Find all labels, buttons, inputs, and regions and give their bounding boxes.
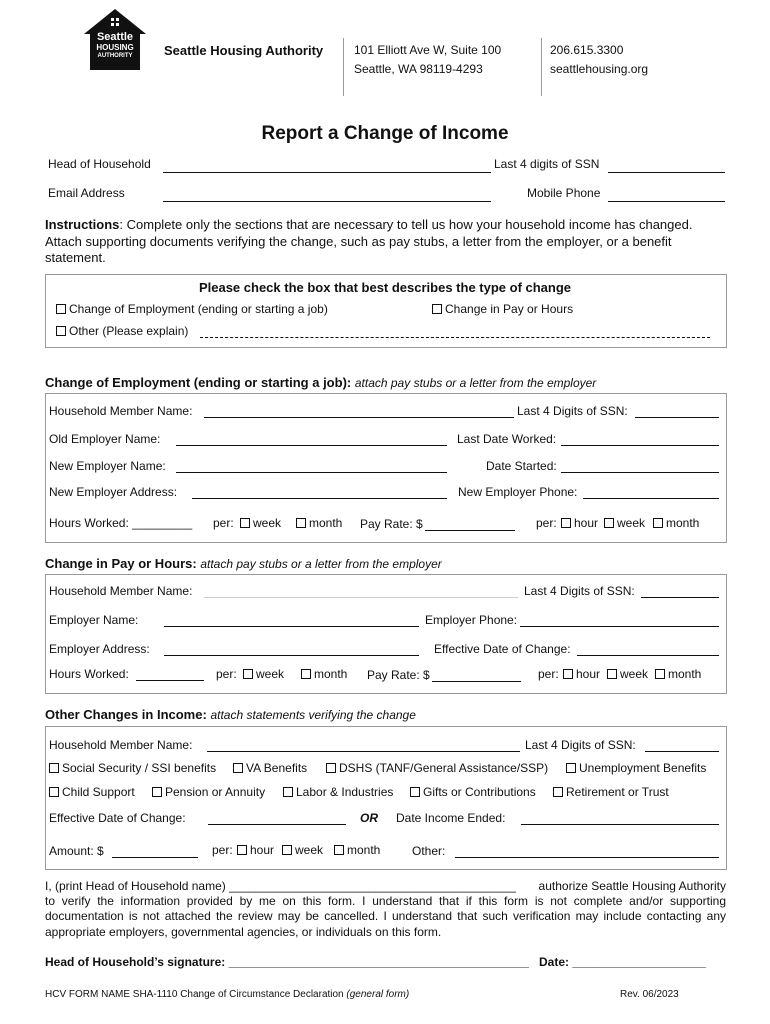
option-label: DSHS (TANF/General Assistance/SSP) <box>339 761 549 775</box>
mobile-field[interactable] <box>608 201 725 202</box>
pay-employer-address-field[interactable] <box>164 655 419 656</box>
checkbox-icon[interactable] <box>49 763 59 773</box>
checkbox-icon[interactable] <box>655 669 665 679</box>
emp-member-name-field[interactable] <box>204 417 514 418</box>
date-started-label: Date Started: <box>486 459 557 473</box>
option-label: month <box>309 516 343 530</box>
other-other-label: Other: <box>412 844 446 858</box>
checkbox-icon[interactable] <box>607 669 617 679</box>
pay-hour-option[interactable] <box>563 667 600 681</box>
option-label: month <box>666 516 700 530</box>
emp-member-name-label: Household Member Name: <box>49 404 193 418</box>
checkbox-icon[interactable] <box>283 787 293 797</box>
option-label: Retirement or Trust <box>566 785 669 799</box>
old-employer-label: Old Employer Name: <box>49 432 161 446</box>
opt-retirement[interactable] <box>553 785 669 799</box>
pay-employer-phone-field[interactable] <box>520 626 719 627</box>
checkbox-icon[interactable] <box>301 669 311 679</box>
new-phone-field[interactable] <box>583 498 719 499</box>
employment-title: Change of Employment (ending or starting a job): <box>45 375 352 390</box>
other-subtitle: attach statements verifying the change <box>210 708 416 722</box>
cert-line1-b: authorize Seattle Housing Authority <box>538 879 726 893</box>
cert-line2: to verify the information provided by me on this form. I understand that if this form is not complete and/or supporting <box>45 894 726 909</box>
old-employer-field[interactable] <box>176 445 447 446</box>
cert-line3: documentation is not attached the review may be cancelled. I understand that such verification may include contacting any <box>45 909 726 924</box>
email-label: Email Address <box>48 186 125 200</box>
emp-pay-rate-field[interactable] <box>425 530 515 531</box>
emp-hour-option[interactable] <box>561 516 598 530</box>
other-member-name-label: Household Member Name: <box>49 738 193 752</box>
opt-pension[interactable] <box>152 785 265 799</box>
checkbox-icon[interactable] <box>432 304 442 314</box>
cert-line4: appropriate employers, governmental agencies, or individuals on this form. <box>45 924 442 939</box>
amount-field[interactable] <box>112 857 198 858</box>
option-label: month <box>668 667 702 681</box>
pay-section-title <box>45 556 442 571</box>
logo-text-authority: AUTHORITY <box>97 53 133 59</box>
other-other-field[interactable] <box>455 857 719 858</box>
emp-per2-label: per: <box>536 516 557 530</box>
checkbox-icon[interactable] <box>152 787 162 797</box>
pay-effective-date-label: Effective Date of Change: <box>434 642 571 656</box>
other-explain-field[interactable] <box>200 337 710 338</box>
opt-labor-industries[interactable] <box>283 785 393 799</box>
pay-rate-label: Pay Rate: $ <box>367 668 430 682</box>
checkbox-icon[interactable] <box>243 669 253 679</box>
instructions-label: Instructions <box>45 217 120 232</box>
pay-hours-worked-label: Hours Worked: <box>49 667 129 681</box>
change-type-heading: Please check the box that best describes the type of change <box>198 280 572 295</box>
option-label: VA Benefits <box>246 761 308 775</box>
org-name: Seattle Housing Authority <box>164 43 324 58</box>
date-ended-label: Date Income Ended: <box>396 811 506 825</box>
emp-pay-rate-label: Pay Rate: $ <box>360 517 423 531</box>
option-label: Pension or Annuity <box>165 785 266 799</box>
option-label: week <box>617 516 646 530</box>
checkbox-icon[interactable] <box>410 787 420 797</box>
other-month-option[interactable] <box>334 843 380 857</box>
signature-date[interactable]: Date: ____________________ <box>539 955 706 969</box>
other-section-title <box>45 707 416 722</box>
option-label: Change in Pay or Hours <box>445 302 574 316</box>
checkbox-icon[interactable] <box>282 845 292 855</box>
checkbox-icon[interactable] <box>296 518 306 528</box>
other-week-option[interactable] <box>282 843 323 857</box>
pay-ssn-field[interactable] <box>641 597 719 598</box>
new-employer-field[interactable] <box>176 472 447 473</box>
option-label: month <box>347 843 381 857</box>
other-member-name-field[interactable] <box>207 751 520 752</box>
form-name-italic: (general form) <box>346 989 410 1000</box>
date-ended-field[interactable] <box>521 824 719 825</box>
opt-social-security[interactable] <box>49 761 216 775</box>
email-field[interactable] <box>163 201 491 202</box>
checkbox-icon[interactable] <box>49 787 59 797</box>
pay-employer-name-field[interactable] <box>164 626 419 627</box>
other-ssn-field[interactable] <box>645 751 719 752</box>
emp-ssn-label: Last 4 Digits of SSN: <box>517 404 628 418</box>
new-phone-label: New Employer Phone: <box>458 485 578 499</box>
amount-label: Amount: $ <box>49 844 104 858</box>
footer-revision: Rev. 06/2023 <box>620 989 679 1000</box>
new-address-field[interactable] <box>192 498 447 499</box>
pay-rate-field[interactable] <box>432 681 521 682</box>
other-effective-date-label: Effective Date of Change: <box>49 811 186 825</box>
pay-subtitle: attach pay stubs or a letter from the employer <box>200 557 442 571</box>
pay-month2-option[interactable] <box>655 667 701 681</box>
option-change-employment[interactable] <box>56 302 328 316</box>
ssn-label: Last 4 digits of SSN <box>494 157 600 171</box>
option-change-pay[interactable] <box>432 302 573 316</box>
phone-number: 206.615.3300 <box>550 43 624 57</box>
logo-text-seattle: Seattle <box>96 31 134 43</box>
head-of-household-label: Head of Household <box>48 157 151 171</box>
employment-section-title <box>45 375 596 390</box>
sha-logo <box>80 6 150 72</box>
option-label: month <box>314 667 348 681</box>
pay-week2-option[interactable] <box>607 667 648 681</box>
form-name: HCV FORM NAME SHA-1110 Change of Circumstance Declaration <box>45 989 344 1000</box>
other-ssn-label: Last 4 Digits of SSN: <box>525 738 636 752</box>
pay-effective-date-field[interactable] <box>577 655 719 656</box>
footer-form-name <box>45 989 409 1000</box>
option-label: week <box>620 667 649 681</box>
checkbox-icon[interactable] <box>240 518 250 528</box>
option-label: Labor & Industries <box>296 785 394 799</box>
option-label: hour <box>250 843 275 857</box>
emp-month2-option[interactable] <box>653 516 699 530</box>
checkbox-icon[interactable] <box>653 518 663 528</box>
certification <box>45 879 726 940</box>
instructions <box>45 217 727 267</box>
new-employer-label: New Employer Name: <box>49 459 166 473</box>
checkbox-icon[interactable] <box>237 845 247 855</box>
ssn-field[interactable] <box>608 172 725 173</box>
option-label: Unemployment Benefits <box>579 761 707 775</box>
website: seattlehousing.org <box>550 62 649 76</box>
option-label: Other (Please explain) <box>69 324 189 338</box>
option-label: week <box>295 843 324 857</box>
header-divider-2 <box>541 38 542 96</box>
checkbox-icon[interactable] <box>334 845 344 855</box>
pay-week-option[interactable] <box>243 667 284 681</box>
option-other[interactable] <box>56 324 188 338</box>
other-per-label: per: <box>212 843 233 857</box>
pay-employer-address-label: Employer Address: <box>49 642 150 656</box>
checkbox-icon[interactable] <box>233 763 243 773</box>
option-label: Change of Employment (ending or starting a job) <box>69 302 328 316</box>
emp-hours-worked[interactable]: Hours Worked: _________ <box>49 516 193 530</box>
date-started-field[interactable] <box>561 472 719 473</box>
opt-child-support[interactable] <box>49 785 135 799</box>
other-effective-date-field[interactable] <box>208 824 346 825</box>
emp-week-option[interactable] <box>240 516 281 530</box>
address-line-2: Seattle, WA 98119-4293 <box>354 62 483 76</box>
cert-line1-a: I, (print Head of Household name) ___________________________________________ <box>45 879 517 893</box>
instructions-text: : Complete only the sections that are necessary to tell us how your household income has changed. Attach supporting documents verifying the change, such as pay stubs, a letter from the employer, or a benefit statement. <box>45 217 693 265</box>
pay-per2-label: per: <box>538 667 559 681</box>
option-label: Child Support <box>62 785 135 799</box>
or-label: OR <box>360 811 378 825</box>
pay-ssn-label: Last 4 Digits of SSN: <box>524 584 635 598</box>
option-label: week <box>256 667 285 681</box>
pay-member-name-label: Household Member Name: <box>49 584 193 598</box>
option-label: hour <box>576 667 601 681</box>
employment-subtitle: attach pay stubs or a letter from the employer <box>354 376 597 390</box>
checkbox-icon[interactable] <box>566 763 576 773</box>
checkbox-icon[interactable] <box>56 304 66 314</box>
last-worked-label: Last Date Worked: <box>457 432 557 446</box>
page-title: Report a Change of Income <box>261 123 509 144</box>
head-of-household-field[interactable] <box>163 172 491 173</box>
checkbox-icon[interactable] <box>553 787 563 797</box>
mobile-label: Mobile Phone <box>527 186 601 200</box>
last-worked-field[interactable] <box>561 445 719 446</box>
checkbox-icon[interactable] <box>561 518 571 528</box>
new-address-label: New Employer Address: <box>49 485 178 499</box>
address-line-1: 101 Elliott Ave W, Suite 100 <box>354 43 502 57</box>
emp-week2-option[interactable] <box>604 516 645 530</box>
emp-ssn-field[interactable] <box>635 417 719 418</box>
checkbox-icon[interactable] <box>326 763 336 773</box>
opt-unemployment[interactable] <box>566 761 706 775</box>
header-divider-1 <box>343 38 344 96</box>
opt-dshs[interactable] <box>326 761 548 775</box>
other-title: Other Changes in Income: <box>45 707 207 722</box>
pay-employer-name-label: Employer Name: <box>49 613 139 627</box>
emp-per-label: per: <box>213 516 234 530</box>
pay-title: Change in Pay or Hours: <box>45 556 197 571</box>
logo-text-housing: HOUSING <box>96 43 134 52</box>
option-label: Social Security / SSI benefits <box>62 761 217 775</box>
pay-month-option[interactable] <box>301 667 347 681</box>
checkbox-icon[interactable] <box>604 518 614 528</box>
option-label: week <box>253 516 282 530</box>
pay-employer-phone-label: Employer Phone: <box>425 613 518 627</box>
option-label: Gifts or Contributions <box>423 785 536 799</box>
option-label: hour <box>574 516 599 530</box>
checkbox-icon[interactable] <box>56 326 66 336</box>
opt-va-benefits[interactable] <box>233 761 307 775</box>
pay-per-label: per: <box>216 667 237 681</box>
emp-month-option[interactable] <box>296 516 342 530</box>
pay-member-name-field[interactable] <box>204 597 518 598</box>
signature-label[interactable]: Head of Household’s signature: _____________________________________________ <box>45 955 529 969</box>
opt-gifts[interactable] <box>410 785 536 799</box>
pay-hours-worked-field[interactable] <box>136 680 204 681</box>
checkbox-icon[interactable] <box>563 669 573 679</box>
other-hour-option[interactable] <box>237 843 274 857</box>
